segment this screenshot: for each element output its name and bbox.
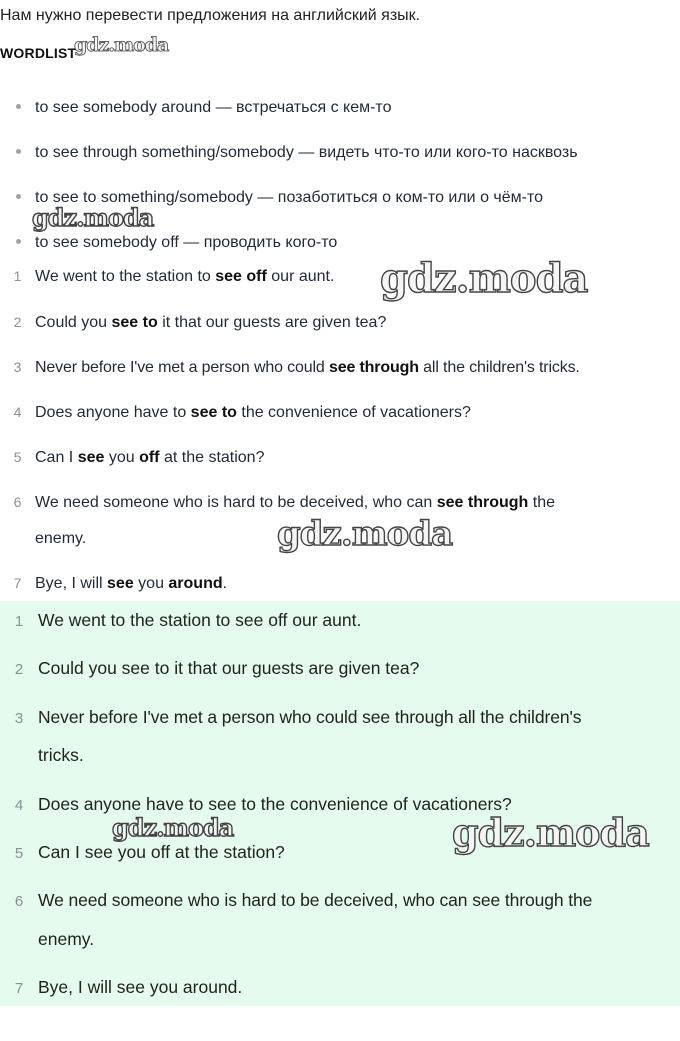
watermark-logo: gdz.moda [380, 255, 588, 302]
item-number: 3 [13, 359, 22, 375]
answer-item-5: 5 Can I see you off at the station? [0, 842, 680, 863]
phrasal-verb: see through [328, 359, 419, 376]
answer-item-1: 1 We went to the station to see off our aunt. [0, 610, 680, 631]
phrasal-verb: see to [190, 404, 237, 421]
phrasal-verb: see [107, 575, 134, 592]
item-number: 3 [14, 710, 24, 727]
answer-item-6: 6 We need someone who is hard to be deceived, who can see through the [0, 890, 680, 911]
wordlist-heading: WORDLIST [0, 45, 77, 61]
answer-item-3: 3 Never before I've met a person who could see through all the children's [0, 707, 680, 728]
exercise-item-4: 4 Does anyone have to see to the convenience of vacationers? [0, 404, 680, 422]
phrasal-verb: see [77, 449, 105, 466]
answer-item-3-continuation: tricks. [38, 745, 84, 765]
wordlist-item: to see somebody around — встречаться с кем-то [16, 99, 391, 117]
watermark-logo: gdz.moda [112, 813, 234, 842]
bullet-icon [16, 104, 21, 109]
phrasal-particle: off [139, 449, 160, 466]
wordlist-item: to see to something/somebody — позаботиться о ком-то или о чём-то [16, 189, 543, 207]
exercise-item-2: 2 Could you see to it that our guests are given tea? [0, 314, 680, 332]
item-number: 7 [14, 980, 24, 997]
item-number: 1 [13, 268, 22, 284]
exercise-item-3: 3 Never before I've met a person who could see through all the children's tricks. [0, 359, 680, 377]
watermark-logo: gdz.moda [452, 810, 649, 855]
exercise-item-6: 6 We need someone who is hard to be deceived, who can see through the [0, 494, 680, 512]
phrasal-verb: see through [436, 494, 529, 511]
item-number: 2 [14, 661, 24, 678]
item-number: 6 [14, 893, 24, 910]
bullet-icon [16, 149, 21, 154]
exercise-item-5: 5 Can I see you off at the station? [0, 449, 680, 467]
item-number: 4 [13, 404, 22, 420]
wordlist-item: to see somebody off — проводить кого-то [16, 234, 337, 252]
watermark-logo: gdz.moda [32, 203, 154, 232]
answer-item-6-continuation: enemy. [38, 929, 95, 949]
watermark-logo: gdz.moda [74, 34, 169, 56]
exercise-item-1: 1 We went to the station to see off our aunt. [0, 268, 680, 286]
item-number: 4 [14, 797, 24, 814]
bullet-icon [16, 239, 21, 244]
bullet-icon [16, 194, 21, 199]
phrasal-verb: see off [215, 268, 267, 285]
item-number: 5 [14, 845, 24, 862]
item-number: 6 [13, 494, 22, 510]
exercise-item-6-continuation: enemy. [35, 530, 87, 547]
phrasal-verb: see to [111, 314, 158, 331]
item-number: 1 [14, 613, 24, 630]
phrasal-particle: around [168, 575, 223, 592]
answer-item-2: 2 Could you see to it that our guests are given tea? [0, 658, 680, 679]
answer-item-7: 7 Bye, I will see you around. [0, 977, 680, 998]
item-number: 2 [13, 314, 22, 330]
item-number: 5 [13, 449, 22, 465]
wordlist-item: to see through something/somebody — видеть что-то или кого-то насквозь [16, 144, 578, 162]
exercise-item-7: 7 Bye, I will see you around. [0, 575, 680, 593]
intro-text: Нам нужно перевести предложения на английский язык. [0, 7, 421, 24]
item-number: 7 [13, 575, 22, 591]
answer-item-4: 4 Does anyone have to see to the convenience of vacationers? [0, 794, 680, 815]
watermark-logo: gdz.moda [277, 514, 453, 554]
